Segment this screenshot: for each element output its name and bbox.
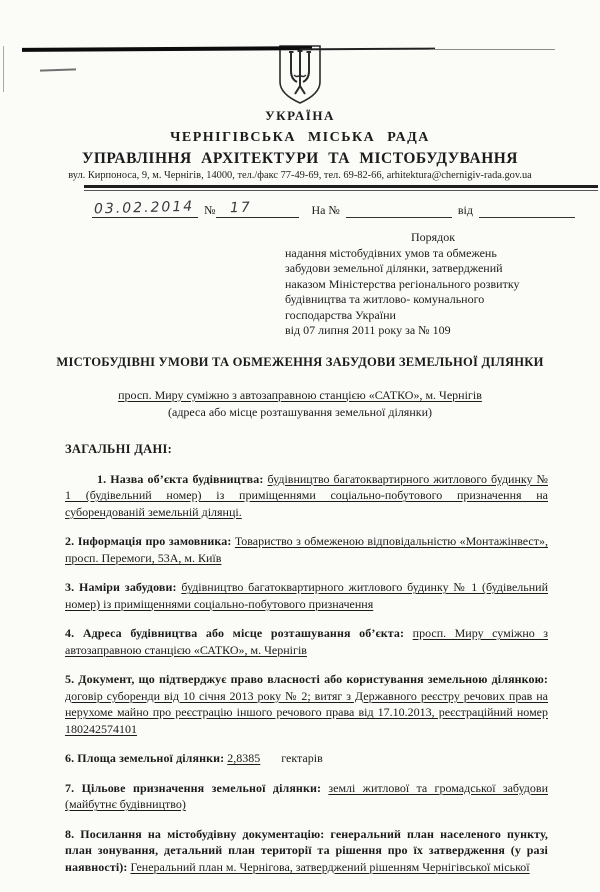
- order-line: будівництва та житлово- комунального: [285, 292, 485, 306]
- coat-of-arms-trident-icon: [277, 44, 323, 106]
- form-item-1: [65, 471, 548, 521]
- order-reference-block: [285, 230, 581, 339]
- item-5-label: 5. Документ, що підтверджує право власності або користування земельною ділянкою:: [65, 672, 548, 686]
- order-line: від 07 липня 2011 року за № 109: [285, 323, 451, 337]
- item-5-value: договір суборенди від 10 січня 2013 року № 2; витяг з Державного реєстру речових прав на нерухоме майно про реєстрацію іншого речового права від 17.10.2013, реєстраційний номер 180242574101: [65, 688, 548, 736]
- item-7-value: землі житлової та громадської забудови (майбутнє будівництво): [65, 780, 549, 811]
- scan-artifact-line: [300, 48, 435, 51]
- org-name: ЧЕРНІГІВСЬКА МІСЬКА РАДА: [170, 130, 430, 145]
- doc-date-handwritten: 03.02.2014: [93, 198, 195, 218]
- item-3-label: 3. Наміри забудови:: [65, 580, 177, 594]
- item-2-value: Товариство з обмеженою відповідальністю «Монтажінвест», просп. Перемоги, 53А, м. Київ: [65, 534, 548, 565]
- section-title-general-data: ЗАГАЛЬНІ ДАНІ:: [65, 441, 173, 456]
- scan-artifact-line: [22, 46, 312, 52]
- form-item-3: [65, 579, 548, 612]
- item-6-label: 6. Площа земельної ділянки:: [65, 751, 225, 765]
- order-line: наказом Міністерства регіонального розвитку: [285, 276, 520, 291]
- item-4-label: 4. Адреса будівництва або місце розташування об’єкта:: [65, 626, 405, 640]
- form-item-8: [65, 826, 548, 876]
- form-item-2: [65, 533, 548, 566]
- reply-date-blank: [479, 204, 575, 218]
- contact-address-line: вул. Кирпоноса, 9, м. Чернігів, 14000, тел./факс 77-49-69, тел. 69-82-66, arhitektura@chernigiv-rada.gov.ua: [68, 170, 532, 181]
- order-title: Порядок: [410, 230, 456, 244]
- item-1-value: будівництво багатоквартирного житлового будинку № 1 (будівельний номер) із приміщеннями соціально-побутового призначення на суборендованій земельній ділянці.: [65, 471, 548, 519]
- reference-row: [92, 200, 575, 218]
- site-location-caption: (адреса або місце розташування земельної ділянки): [168, 404, 432, 419]
- scanned-document-page: [0, 44, 600, 892]
- reply-date-label: від: [457, 203, 473, 217]
- item-6-unit: гектарів: [281, 751, 323, 765]
- order-line: забудови земельної ділянки, затверджений: [285, 261, 503, 275]
- scan-artifact-dash: [40, 68, 76, 71]
- form-item-4: [65, 625, 548, 658]
- form-item-5: [65, 671, 548, 737]
- doc-number-handwritten: 17: [229, 199, 252, 217]
- item-7-label: 7. Цільове призначення земельної ділянки:: [65, 780, 322, 795]
- item-6-value: 2,8385: [227, 751, 261, 765]
- doc-date-field: [92, 200, 198, 218]
- country-name: УКРАЇНА: [265, 108, 335, 123]
- scan-artifact-edge: [3, 46, 4, 92]
- item-3-value: будівництво багатоквартирного житлового будинку № 1 (будівельний номер) із приміщеннями соціально-побутового призначення: [65, 580, 548, 611]
- number-sign: №: [204, 203, 216, 217]
- form-item-6: [65, 750, 548, 767]
- order-line: господарства України: [285, 307, 396, 322]
- item-2-label: 2. Інформація про замовника:: [65, 534, 232, 548]
- doc-number-field: [216, 200, 300, 218]
- document-title: МІСТОБУДІВНІ УМОВИ ТА ОБМЕЖЕННЯ ЗАБУДОВИ ЗЕМЕЛЬНОЇ ДІЛЯНКИ: [56, 354, 544, 369]
- order-line: надання містобудівних умов та обмежень: [285, 245, 497, 260]
- header-divider-rule: [84, 185, 598, 188]
- item-1-label: 1. Назва об’єкта будівництва:: [97, 471, 264, 486]
- scan-artifact-line: [430, 49, 555, 50]
- reply-number-label: На №: [311, 203, 340, 217]
- form-item-7: [65, 780, 548, 813]
- reply-number-blank: [346, 204, 452, 218]
- item-4-value: просп. Миру суміжно з автозаправною станцією «САТКО», м. Чернігів: [65, 626, 549, 657]
- item-8-value: Генеральний план м. Чернігова, затверджений рішенням Чернігівської міської: [130, 859, 530, 874]
- site-location: просп. Миру суміжно з автозаправною станцією «САТКО», м. Чернігів: [118, 387, 482, 402]
- department-name: УПРАВЛІННЯ АРХІТЕКТУРИ ТА МІСТОБУДУВАННЯ: [82, 150, 518, 167]
- item-8-label: 8. Посилання на містобудівну документацію: генеральний план населеного пункту, план зонування, детальний план території та рішення про їх затвердження (у разі наявності):: [65, 826, 548, 874]
- reply-reference: [311, 203, 575, 218]
